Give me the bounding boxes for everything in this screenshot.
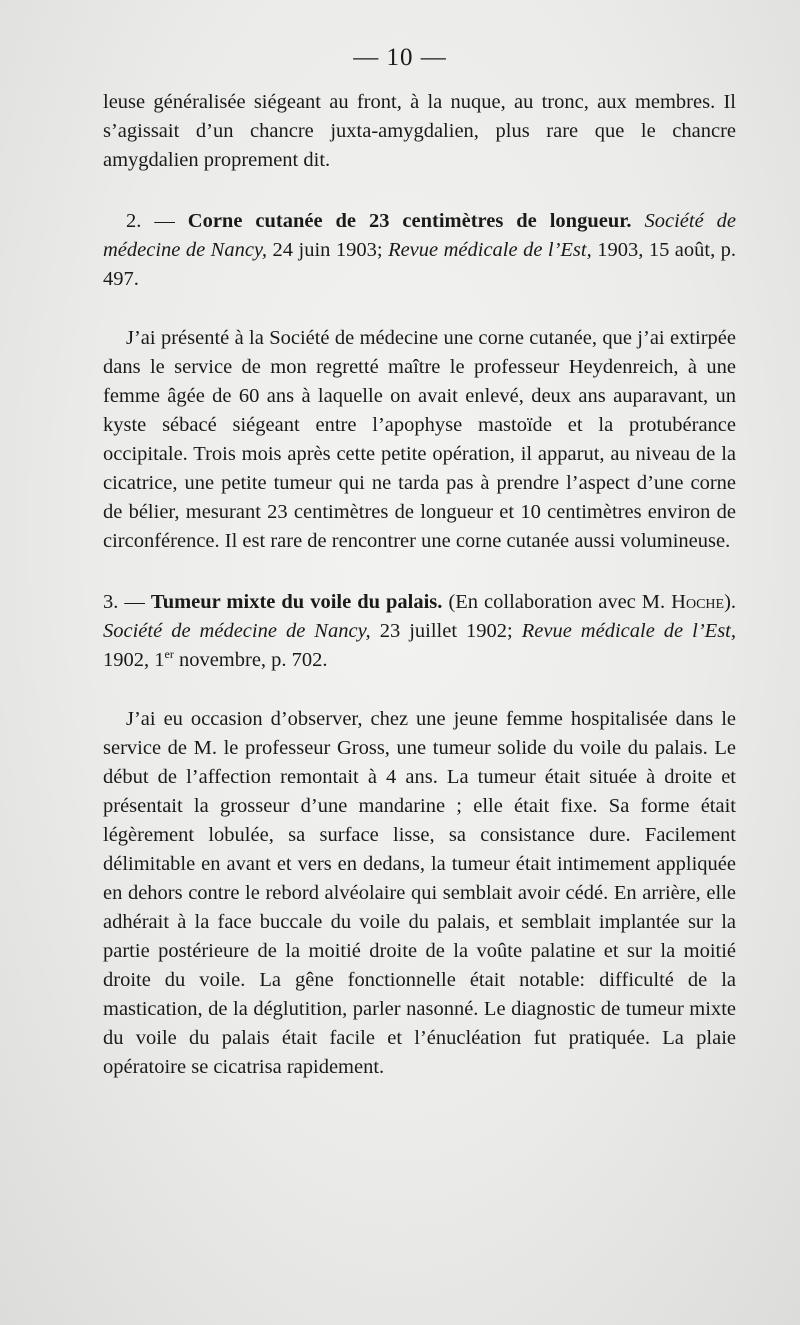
- reference-3-journal-2: Revue médicale de l’Est,: [521, 620, 736, 642]
- reference-2-number: 2. —: [126, 210, 175, 232]
- paragraph-tumeur-mixte: J’ai eu occasion d’observer, chez une jeune femme hospitalisée dans le service de M. le professeur Gross, une tumeur solide du voile du palais. Le début de l’affection remontait à 4 ans. La tumeur était située à droite et présentait la grosseur d’une mandarine ; elle était fixe. Sa forme était légèrement lobulée, sa surface lisse, sa consistance dure. Facilement délimitable en avant et vers en dedans, la tumeur était intimement appliquée en dehors contre le rebord alvéolaire qui semblait avoir cédé. En arrière, elle adhérait à la face buccale du voile du palais, et semblait implantée sur la partie postérieure de la moitié droite de la voûte palatine et sur la moitié droite du voile. La gêne fonctionnelle était notable: difficulté de la mastication, de la déglutition, parler nasonné. Le diagnostic de tumeur mixte du voile du palais était facile et l’énucléation fut pratiquée. La plaie opératoire se cicatrisa rapidement.: [103, 708, 736, 1078]
- reference-2-date-1: 24 juin 1903;: [272, 239, 383, 261]
- reference-2-date-2: 1903, 15 août, p. 497.: [103, 239, 737, 290]
- reference-3-title: Tumeur mixte du voile du palais.: [150, 591, 443, 613]
- reference-3-collab-prefix: (En collaboration avec M.: [448, 591, 666, 613]
- reference-3-date-1: 23 juillet 1902;: [379, 620, 513, 642]
- reference-3-journal-1: Société de médecine de Nancy,: [103, 620, 371, 642]
- reference-2: [103, 207, 736, 294]
- reference-3-date-2-sup: er: [164, 647, 174, 662]
- reference-3-collab-name: Hoche: [671, 591, 725, 613]
- body-text: [103, 88, 736, 1082]
- reference-2-journal-1: Société de médecine de Nancy,: [103, 210, 736, 261]
- reference-3: [103, 588, 736, 675]
- paragraph-corne-cutanee: J’ai présenté à la Société de médecine une corne cutanée, que j’ai extirpée dans le service de mon regretté maître le professeur Heydenreich, à une femme âgée de 60 ans à laquelle on avait enlevé, deux ans auparavant, un kyste sébacé siégeant entre l’apophyse mastoïde et la protubérance occipitale. Trois mois après cette petite opération, il apparut, au niveau de la cicatrice, une petite tumeur qui ne tarda pas à prendre l’aspect d’une corne de bélier, mesurant 23 centimètres de longueur et 10 centimètres environ de circonférence. Il est rare de rencontrer une corne cutanée aussi volumineuse.: [103, 327, 736, 552]
- reference-3-collab-suffix: ).: [724, 591, 737, 613]
- reference-3-number: 3. —: [103, 591, 145, 613]
- reference-3-date-2-pre: 1902, 1: [103, 649, 165, 671]
- reference-2-title: Corne cutanée de 23 centimètres de longueur.: [187, 210, 632, 232]
- page-number: — 10 —: [353, 44, 447, 71]
- continuation-paragraph: leuse généralisée siégeant au front, à la nuque, au tronc, aux membres. Il s’agissait d’un chancre juxta-amygdalien, plus rare que le chancre amygdalien proprement dit.: [103, 91, 736, 171]
- reference-2-journal-2: Revue médicale de l’Est,: [388, 239, 592, 261]
- reference-3-date-2-post: novembre, p. 702.: [178, 649, 328, 671]
